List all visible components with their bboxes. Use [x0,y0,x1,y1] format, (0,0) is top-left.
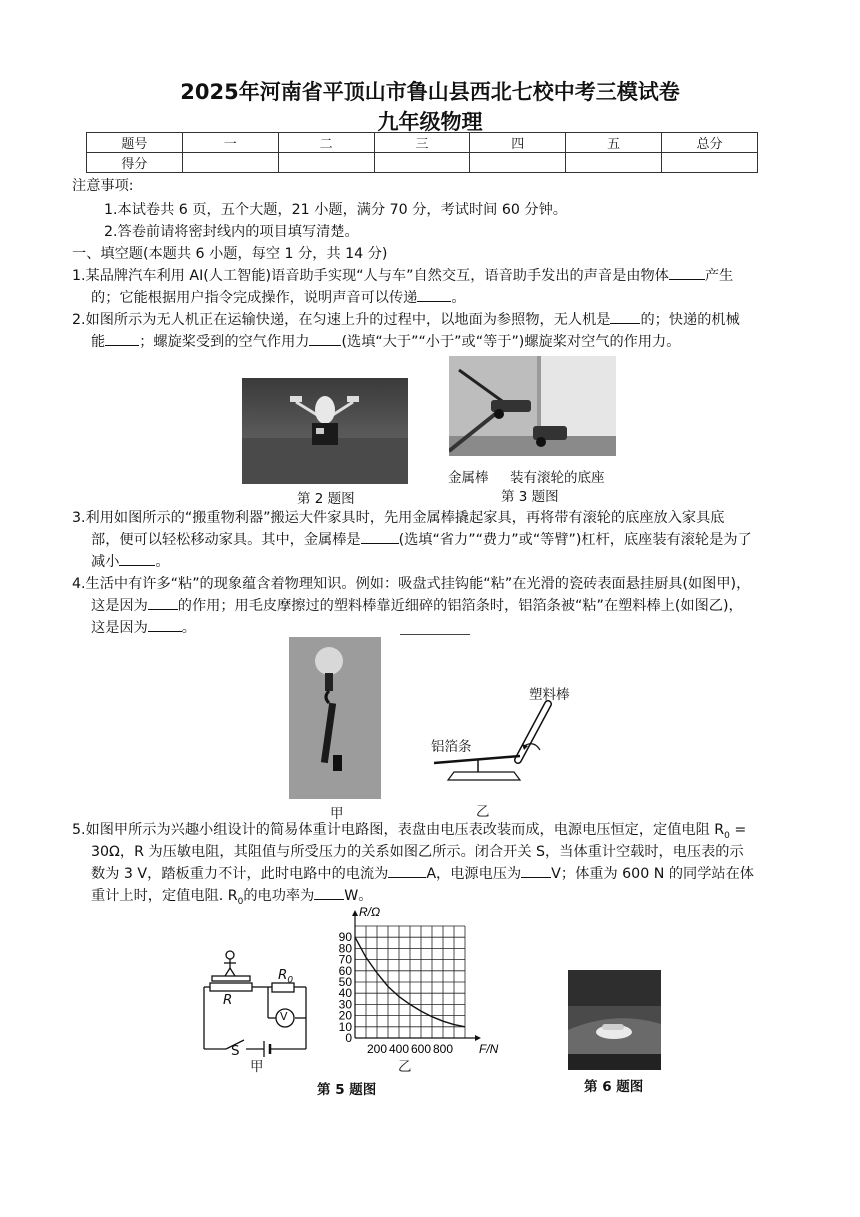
score-table-header-cell: 四 [470,133,566,153]
score-cell [374,153,470,173]
notice-heading: 注意事项: [72,178,134,194]
chart-axes [352,910,481,1041]
chart-x-axis-arrow-icon [475,1035,481,1041]
page-subtitle: 九年级物理 [377,110,483,134]
answer-blank[interactable] [148,595,178,610]
q3-text: 减小 [91,554,120,570]
figure-5-caption: 第 5 题图 [317,1082,377,1098]
answer-blank[interactable] [309,331,341,346]
chart-y-tick-label: 10 [338,1019,352,1034]
score-cell [278,153,374,173]
figure-5-rf-chart [325,906,530,1076]
q5-subscript: 0 [724,830,730,841]
person-icon [225,968,230,976]
chart-y-axis-label: R/Ω [359,906,381,919]
answer-blank[interactable] [417,287,451,302]
q4-text: 的作用；用毛皮摩擦过的塑料棒靠近细碎的铝箔条时，铝箔条被“粘”在塑料棒上(如图乙)， [177,598,743,614]
chart-grid [355,926,465,1038]
chart-x-tick-label: 200 [366,1042,388,1056]
chart-labels [339,906,499,1056]
q4-text: 。 [181,620,196,636]
score-table-header-cell: 二 [278,133,374,153]
question-4-line1: 4.生活中有许多“粘”的现象蕴含着物理知识。例如：吸盘式挂钩能“粘”在光滑的瓷砖表面悬挂厨具(如图甲)， [72,576,751,592]
notice-item: 2.答卷前请将密封线内的项目填写清楚。 [104,224,359,240]
figure-4-divider [400,634,470,635]
q4-text: 这是因为 [91,598,148,614]
section-heading: 一、填空题(本题共 6 小题，每空 1 分，共 14 分) [72,246,388,262]
plastic-rod-shape-inner [518,704,548,760]
score-row-label: 得分 [87,153,183,173]
figure-4-label-rod: 塑料棒 [529,687,570,703]
notice-item: 1.本试卷共 6 页，五个大题，21 小题，满分 70 分，考试时间 60 分钟。 [104,202,567,218]
score-table-header-cell: 题号 [87,133,183,153]
answer-blank[interactable] [669,265,705,280]
figure-5-label-yi: 乙 [398,1059,412,1075]
q5-text: 的电功率为 [243,888,315,904]
figure-5-circuit-diagram [196,946,336,1076]
figure-4-label-jia: 甲 [330,806,344,822]
chart-x-tick-label: 800 [432,1042,454,1056]
score-table-header-cell: 总分 [662,133,758,153]
chart-y-tick-label: 20 [338,1008,352,1023]
chart-y-tick-label: 80 [338,941,352,956]
figure-3-caption: 第 3 题图 [501,489,559,505]
question-3-line1: 3.利用如图所示的“搬重物利器”搬运大件家具时，先用金属棒撬起家具，再将带有滚轮的底座放入家具底 [72,510,725,526]
answer-blank[interactable] [610,309,640,324]
chart-y-tick-label: 50 [338,975,352,989]
figure-3-label-rod: 金属棒 [448,470,489,486]
chart-y-axis-arrow-icon [352,910,358,916]
base-shape [448,772,520,780]
figure-5-label-R: R [223,992,233,1008]
score-cell [566,153,662,173]
figure-6-caption: 第 6 题图 [584,1079,644,1095]
q5-text: 5.如图甲所示为兴趣小组设计的简易体重计电路图，表盘由电压表改装而成，电源电压恒定，定值电阻 R [72,822,725,838]
foil-strip-shape [434,756,520,763]
figure-5-label-jia: 甲 [250,1059,264,1075]
q5-subscript: 0 [237,896,244,907]
figure-4-suction-hook-photo [289,637,381,799]
q5-text: = [729,822,747,838]
figure-5-label-S: S [231,1043,240,1059]
score-cell [182,153,278,173]
score-table-header-cell: 五 [566,133,662,153]
q1-text: 的；它能根据用户指令完成操作，说明声音可以传递 [91,290,418,306]
figure-2-caption: 第 2 题图 [297,491,355,507]
chart-y-tick-label: 70 [338,952,352,967]
answer-blank[interactable] [105,331,139,346]
figure-3-mover-photo [449,356,616,456]
chart-x-tick-label: 600 [410,1042,432,1056]
page-title: 2025年河南省平顶山市鲁山县西北七校中考三模试卷 [180,80,680,104]
q2-text: ；螺旋桨受到的空气作用力 [139,334,310,350]
figure-5-label-R0 [278,967,293,986]
answer-blank[interactable] [521,863,551,878]
figure-6-car-photo [568,970,661,1070]
score-table-header-cell: 一 [182,133,278,153]
q5-text: V；体重为 600 N 的同学站在体 [551,866,754,882]
figure-2-drone-photo [242,378,408,484]
q2-text: (选填“大于”“小于”或“等于”)螺旋桨对空气的作用力。 [341,334,681,350]
score-cell [470,153,566,173]
score-cell [662,153,758,173]
resistor-R-shape [210,983,252,991]
answer-blank[interactable] [314,885,344,900]
q1-text: 1.某品牌汽车利用 AI(人工智能)语音助手实现“人与车”自然交互，语音助手发出的声音是由物体 [72,268,669,284]
score-table-score-row [87,153,758,173]
figure-5-label-R0-sub: 0 [287,975,294,986]
figure-4-label-foil: 铝箔条 [431,739,472,755]
answer-blank[interactable] [119,551,155,566]
score-table [86,132,758,173]
chart-x-axis-label: F/N [479,1042,499,1056]
chart-y-tick-label: 60 [338,963,352,978]
score-table-header-cell: 三 [374,133,470,153]
q5-text: A，电源电压为 [426,866,522,882]
q1-text: 。 [451,290,466,306]
q5-text: W。 [344,888,373,904]
pedal-shape [212,976,250,981]
answer-blank[interactable] [361,529,399,544]
question-5-line2: 30Ω，R 为压敏电阻，其阻值与所受压力的关系如图乙所示。闭合开关 S，当体重计空载时，电压表的示 [91,844,744,860]
person-icon [226,951,234,959]
q3-text: 部，便可以轻松移动家具。其中，金属棒是 [91,532,361,548]
answer-blank[interactable] [388,863,426,878]
chart-y-tick-label: 30 [338,997,352,1012]
chart-y-tick-label: 0 [345,1031,352,1045]
chart-y-tick-label: 90 [338,930,352,945]
score-table-header-row [87,133,758,153]
q2-text: 2.如图所示为无人机正在运输快递，在匀速上升的过程中，以地面为参照物，无人机是 [72,312,611,328]
q2-text: 的；快递的机械 [640,312,740,328]
q3-text: 。 [155,554,170,570]
figure-4-label-yi: 乙 [476,804,490,820]
figure-5-label-V: V [280,1010,288,1023]
q2-text: 能 [91,334,106,350]
question-3-line2 [91,527,752,553]
figure-3-label-base: 装有滚轮的底座 [510,470,605,486]
answer-blank[interactable] [148,617,182,632]
question-4-line3 [91,615,196,641]
q5-text: 重计上时，定值电阻. R [91,888,238,904]
chart-y-tick-label: 40 [338,986,352,1001]
figure-5-label-R0-text: R [278,967,288,983]
q5-text: 数为 3 V，踏板重力不计，此时电路中的电流为 [91,866,389,882]
question-2-line2 [91,329,680,355]
q3-text: (选填“省力”“费力”或“等臂”)杠杆，底座装有滚轮是为了 [398,532,752,548]
q4-text: 这是因为 [91,620,148,636]
chart-x-tick-label: 400 [388,1042,410,1056]
q1-text: 产生 [704,268,734,284]
person-icon [230,968,235,976]
